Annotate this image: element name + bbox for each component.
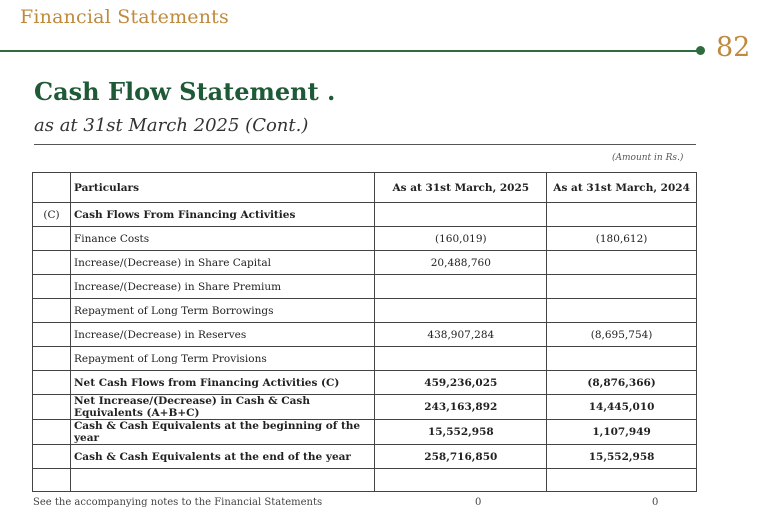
row-value-2024: 14,445,010 [547,395,697,420]
row-code [33,323,71,347]
row-code [33,227,71,251]
row-value-2024: (8,876,366) [547,371,697,395]
table-header-row [33,173,697,203]
row-particular: Cash Flows From Financing Activities [70,203,375,227]
empty-cell [70,469,375,492]
statement-title: Cash Flow Statement . [34,77,336,106]
empty-cell [547,469,697,492]
table-row [33,395,697,420]
row-value-2025: 15,552,958 [375,420,547,445]
header-rule-dot [696,46,705,55]
row-code [33,420,71,445]
row-particular: Net Increase/(Decrease) in Cash & Cash Equivalents (A+B+C) [70,395,375,420]
row-code [33,371,71,395]
table-row [33,251,697,275]
row-particular: Repayment of Long Term Provisions [70,347,375,371]
empty-cell [375,469,547,492]
row-particular: Increase/(Decrease) in Share Capital [70,251,375,275]
table-row [33,275,697,299]
row-code [33,251,71,275]
row-particular: Cash & Cash Equivalents at the beginning of the year [70,420,375,445]
row-value-2024 [547,275,697,299]
row-value-2024 [547,347,697,371]
amount-note: (Amount in Rs.) [612,153,684,163]
header-code-cell [33,173,71,203]
row-particular: Increase/(Decrease) in Share Premium [70,275,375,299]
row-code [33,445,71,469]
page-number: 82 [716,32,751,63]
table-row [33,371,697,395]
section-title: Financial Statements [20,6,229,28]
row-code [33,275,71,299]
row-code [33,395,71,420]
row-value-2024 [547,251,697,275]
row-value-2024: 1,107,949 [547,420,697,445]
row-value-2025: 20,488,760 [375,251,547,275]
table-row [33,347,697,371]
footnote-value-2025: 0 [475,497,482,508]
row-code [33,347,71,371]
row-code: (C) [33,203,71,227]
row-value-2025: 243,163,892 [375,395,547,420]
table-row [33,227,697,251]
header-particulars: Particulars [70,173,375,203]
row-value-2025: (160,019) [375,227,547,251]
row-particular: Finance Costs [70,227,375,251]
row-value-2025 [375,347,547,371]
row-value-2025 [375,275,547,299]
empty-cell [33,469,71,492]
row-value-2024: (8,695,754) [547,323,697,347]
row-particular: Repayment of Long Term Borrowings [70,299,375,323]
row-value-2025 [375,203,547,227]
row-value-2025: 438,907,284 [375,323,547,347]
row-particular: Cash & Cash Equivalents at the end of the year [70,445,375,469]
row-value-2025: 459,236,025 [375,371,547,395]
row-value-2024: 15,552,958 [547,445,697,469]
header-year-2025: As at 31st March, 2025 [375,173,547,203]
row-value-2024: (180,612) [547,227,697,251]
table-row [33,445,697,469]
row-value-2025: 258,716,850 [375,445,547,469]
header-year-2024: As at 31st March, 2024 [547,173,697,203]
table-row-empty [33,469,697,492]
header-rule [0,50,700,52]
row-code [33,299,71,323]
subtitle-rule [34,144,696,145]
row-value-2024 [547,299,697,323]
row-particular: Increase/(Decrease) in Reserves [70,323,375,347]
table-row [33,299,697,323]
footnote-value-2024: 0 [652,497,659,508]
row-value-2025 [375,299,547,323]
row-value-2024 [547,203,697,227]
cash-flow-table [32,172,697,492]
statement-subtitle: as at 31st March 2025 (Cont.) [34,115,309,136]
table-row [33,323,697,347]
footnote-text: See the accompanying notes to the Financial Statements [33,497,323,508]
table-row [33,420,697,445]
table-row [33,203,697,227]
row-particular: Net Cash Flows from Financing Activities (C) [70,371,375,395]
